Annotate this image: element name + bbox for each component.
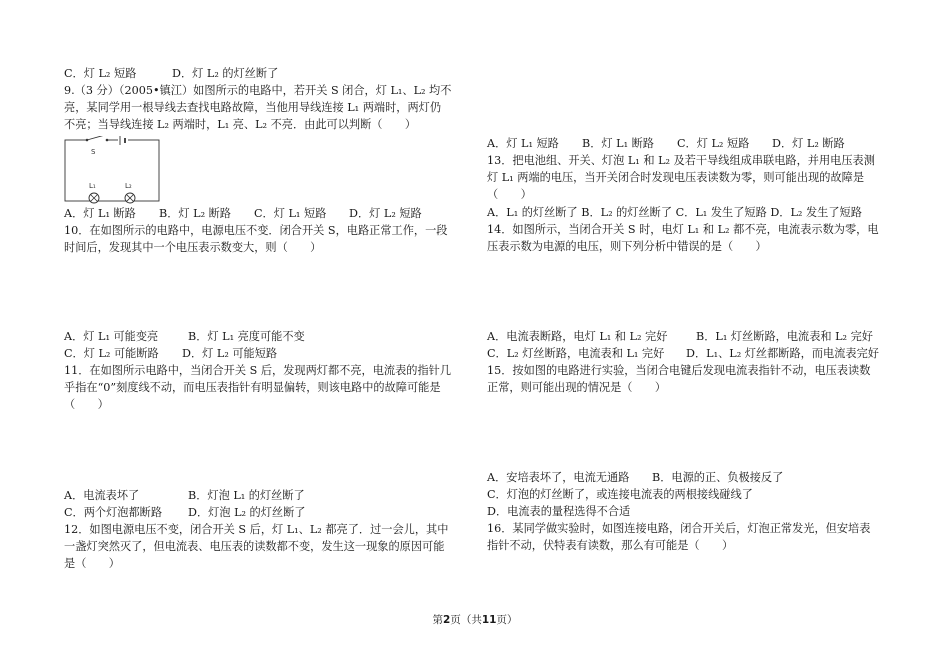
q12-text-line: 是（ ）	[64, 557, 120, 570]
q9-option-c: C．灯 L₁ 短路	[254, 207, 327, 220]
q14-option-d: D．L₁、L₂ 灯丝都断路，而电流表完好	[686, 347, 879, 360]
q9-text-line: 9.（3 分）（2005•镇江）如图所示的电路中，若开关 S 闭合，灯 L₁、L₂ 均不	[64, 84, 452, 97]
q10-option-a: A．灯 L₁ 可能变亮	[64, 330, 159, 343]
footer-page-number: 2	[443, 614, 451, 626]
q12-option-d: D．灯 L₂ 断路	[772, 137, 845, 150]
footer-prefix: 第	[432, 614, 444, 626]
q12-text-line: 12．如图电源电压不变，闭合开关 S 后，灯 L₁、L₂ 都亮了．过一会儿，其中	[64, 523, 449, 536]
q11-option-d: D．灯泡 L₂ 的灯丝断了	[188, 506, 306, 519]
q12-option-c: C．灯 L₂ 短路	[677, 137, 750, 150]
q11-text-line: 乎指在“0”刻度线不动，而电压表指针有明显偏转，则该电路中的故障可能是	[64, 381, 441, 394]
q14-text-line: 14．如图所示，当闭合开关 S 时，电灯 L₁ 和 L₂ 都不亮，电流表示数为零，电	[487, 223, 879, 236]
q10-text-line: 时间后，发现其中一个电压表示数变大，则（ ）	[64, 241, 322, 254]
q16-text-line: 指针不动，伏特表有读数，那么有可能是（ ）	[487, 539, 734, 552]
q13-options: A．L₁ 的灯丝断了 B．L₂ 的灯丝断了 C．L₁ 发生了短路 D．L₂ 发生了短路	[487, 206, 862, 219]
q9-text-line: 不亮；当导线连接 L₂ 两端时，L₁ 亮、L₂ 不亮．由此可以判断（ ）	[64, 118, 417, 131]
lamp2-label: L₂	[125, 182, 132, 190]
footer-total-pages: 11	[481, 614, 497, 626]
q15-text-line: 正常，则可能出现的情况是（ ）	[487, 381, 667, 394]
page-footer	[0, 612, 950, 627]
q15-text-line: 15．按如图的电路进行实验，当闭合电键后发现电流表指针不动，电压表读数	[487, 364, 871, 377]
q14-option-a: A．电流表断路，电灯 L₁ 和 L₂ 完好	[487, 330, 668, 343]
q10-option-d: D．灯 L₂ 可能短路	[182, 347, 278, 360]
q12-option-a: A．灯 L₁ 短路	[487, 137, 559, 150]
q15-option-c: C．灯泡的灯丝断了，或连接电流表的两根接线碰线了	[487, 488, 753, 501]
q9-option-a: A．灯 L₁ 断路	[64, 207, 136, 220]
q11-text-line: （ ）	[64, 398, 109, 411]
q13-text-line: （ ）	[487, 188, 532, 201]
q12-option-b: B．灯 L₁ 断路	[582, 137, 654, 150]
q8-option-c: C．灯 L₂ 短路	[64, 67, 137, 80]
q9-circuit-diagram	[62, 136, 162, 206]
q14-text-line: 压表示数为电源的电压，则下列分析中错误的是（ ）	[487, 240, 767, 253]
switch-label: S	[91, 148, 96, 156]
q8-option-d: D．灯 L₂ 的灯丝断了	[172, 67, 279, 80]
q16-text-line: 16．某同学做实验时，如图连接电路，闭合开关后，灯泡正常发光，但安培表	[487, 522, 871, 535]
q14-option-c: C．L₂ 灯丝断路，电流表和 L₁ 完好	[487, 347, 665, 360]
footer-suffix: 页）	[496, 614, 518, 626]
q14-option-b: B．L₁ 灯丝断路，电流表和 L₂ 完好	[696, 330, 873, 343]
q15-option-a: A．安培表坏了，电流无通路	[487, 471, 630, 484]
q11-text-line: 11．在如图所示电路中，当闭合开关 S 后，发现两灯都不亮，电流表的指针几	[64, 364, 452, 377]
q15-option-d: D．电流表的量程选得不合适	[487, 505, 631, 518]
q9-option-d: D．灯 L₂ 短路	[349, 207, 422, 220]
footer-mid: 页（共	[450, 614, 482, 626]
q11-option-b: B．灯泡 L₁ 的灯丝断了	[188, 489, 305, 502]
q13-text-line: 13．把电池组、开关、灯泡 L₁ 和 L₂ 及若干导线组成串联电路，并用电压表测	[487, 154, 875, 167]
q15-option-b: B．电源的正、负极接反了	[652, 471, 784, 484]
q11-option-c: C．两个灯泡都断路	[64, 506, 163, 519]
q12-text-line: 一盏灯突然灭了，但电流表、电压表的读数都不变，发生这一现象的原因可能	[64, 540, 445, 553]
lamp1-label: L₁	[89, 182, 96, 190]
q11-option-a: A．电流表坏了	[64, 489, 140, 502]
q10-text-line: 10．在如图所示的电路中，电源电压不变．闭合开关 S，电路正常工作，一段	[64, 224, 448, 237]
q10-option-c: C．灯 L₂ 可能断路	[64, 347, 159, 360]
q13-text-line: 灯 L₁ 两端的电压，当开关闭合时发现电压表读数为零，则可能出现的故障是	[487, 171, 865, 184]
q9-text-line: 亮，某同学用一根导线去查找电路故障，当他用导线连接 L₁ 两端时，两灯仍	[64, 101, 442, 114]
q10-option-b: B．灯 L₁ 亮度可能不变	[188, 330, 305, 343]
q9-option-b: B．灯 L₂ 断路	[159, 207, 231, 220]
